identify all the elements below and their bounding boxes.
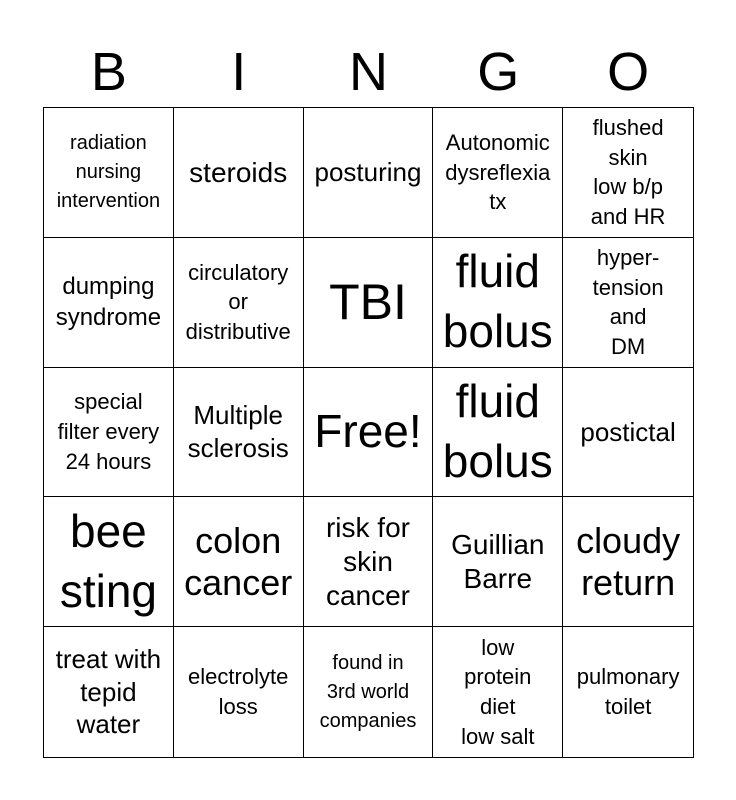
bingo-cell-r3-c4[interactable]: [433, 368, 563, 498]
bingo-cell-r4-c1[interactable]: [44, 497, 174, 627]
bingo-cell-r1-c5[interactable]: [563, 108, 693, 238]
bingo-cell-r1-c2[interactable]: [174, 108, 304, 238]
cell-text: hyper- tension and DM: [592, 244, 664, 359]
bingo-cell-r1-c3[interactable]: [304, 108, 434, 238]
cell-text: Autonomic dysreflexia tx: [445, 129, 551, 215]
cell-text: postictal: [580, 416, 676, 447]
bingo-cell-r4-c3[interactable]: [304, 497, 434, 627]
header-letter-o: O: [607, 42, 650, 102]
cell-text: pulmonary toilet: [576, 664, 680, 720]
cell-text: posturing: [314, 157, 422, 188]
bingo-cell-r3-c2[interactable]: [174, 368, 304, 498]
cell-text: dumping syndrome: [55, 273, 162, 332]
cell-text: cloudy return: [576, 520, 681, 603]
cell-text: flushed skin low b/p and HR: [590, 115, 666, 230]
bingo-cell-r2-c5[interactable]: [563, 238, 693, 368]
cell-text: circulatory or distributive: [185, 259, 291, 345]
bingo-board: [43, 107, 694, 758]
header-letter-n: N: [348, 42, 388, 102]
bingo-cell-r5-c2[interactable]: [174, 627, 304, 757]
cell-text: colon cancer: [184, 520, 293, 603]
bingo-cell-r5-c3[interactable]: [304, 627, 434, 757]
header-letter-b: B: [90, 42, 127, 102]
bingo-header: [44, 38, 693, 106]
bingo-cell-r2-c4[interactable]: [433, 238, 563, 368]
header-letter-g: G: [477, 42, 520, 102]
bingo-cell-r3-c5[interactable]: [563, 368, 693, 498]
bingo-cell-r5-c5[interactable]: [563, 627, 693, 757]
bingo-cell-r2-c2[interactable]: [174, 238, 304, 368]
bingo-cell-r4-c5[interactable]: [563, 497, 693, 627]
cell-text: radiation nursing intervention: [56, 131, 161, 212]
bingo-cell-r2-c1[interactable]: [44, 238, 174, 368]
bingo-cell-r1-c4[interactable]: [433, 108, 563, 238]
bingo-cell-r4-c2[interactable]: [174, 497, 304, 627]
cell-text: electrolyte loss: [188, 664, 289, 720]
cell-text: bee sting: [59, 504, 157, 617]
cell-text: Multiple sclerosis: [187, 400, 289, 463]
bingo-cell-r5-c4[interactable]: [433, 627, 563, 757]
cell-text: low protein diet low salt: [461, 634, 535, 749]
cell-text: special filter every 24 hours: [57, 389, 160, 474]
cell-text: TBI: [329, 274, 407, 331]
bingo-cell-r5-c1[interactable]: [44, 627, 174, 757]
bingo-cell-r2-c3[interactable]: [304, 238, 434, 368]
bingo-cell-r4-c4[interactable]: [433, 497, 563, 627]
cell-text: Guillian Barre: [451, 529, 545, 594]
cell-text: steroids: [189, 156, 288, 188]
header-letter-i: I: [231, 42, 247, 102]
cell-text: found in 3rd world companies: [319, 651, 417, 732]
free-space-cell[interactable]: [304, 368, 434, 498]
cell-text: risk for skin cancer: [325, 512, 411, 611]
bingo-cell-r1-c1[interactable]: [44, 108, 174, 238]
free-space-label: Free!: [314, 405, 422, 458]
cell-text: treat with tepid water: [55, 644, 162, 740]
bingo-cell-r3-c1[interactable]: [44, 368, 174, 498]
cell-text: fluid bolus: [442, 375, 553, 487]
cell-text: fluid bolus: [442, 245, 553, 358]
